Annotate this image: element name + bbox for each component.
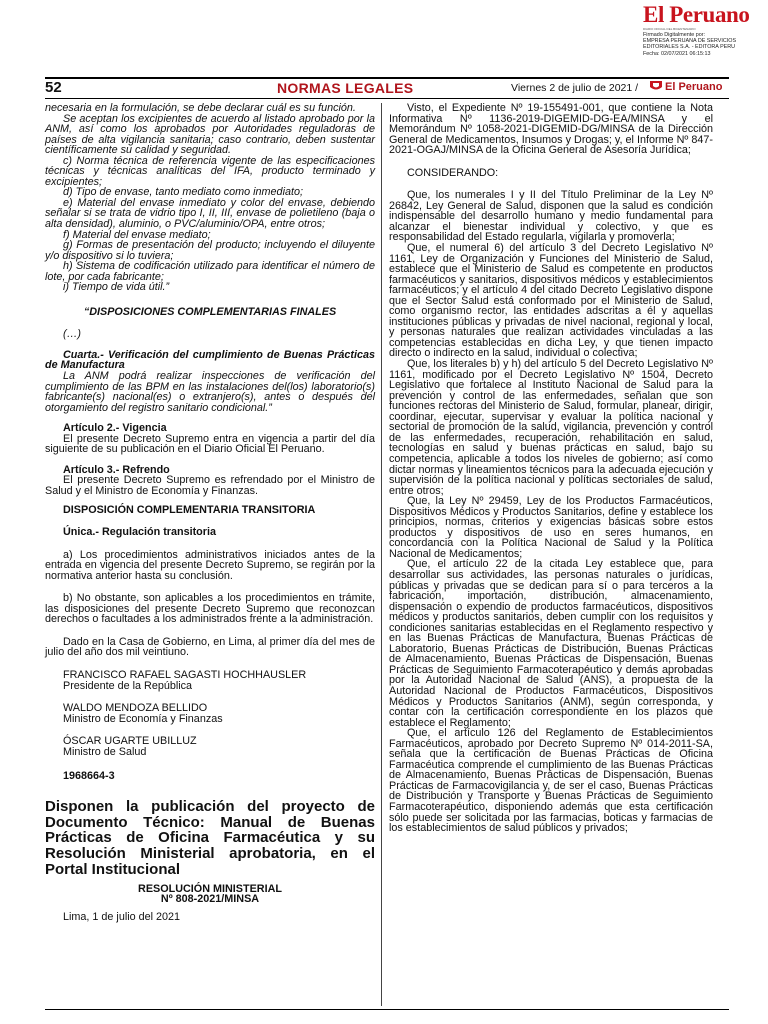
header-rule-top <box>45 77 729 79</box>
resolution-number: Nº 808-2021/MINSA <box>160 893 260 906</box>
page-number: 52 <box>45 79 62 96</box>
paragraph: Que, los literales b) y h) del artículo 5 del Decreto Legislativo Nº 1161, modificado por el Decreto Legislativo Nº 1504, Decreto Legislativo que fortalece al Instituto Nacional de Salud para la prevención y control de las enfermedades, señalan que son funciones rectoras del Ministerio de Salud, formular, planear, dirigir, coordinar, ejecutar, supervisar y evaluar la política nacional y sectorial de promoción de la salud, vigilancia, prevención y control de las enfermedades, recuperación, rehabilitación en salud, tecnologías en salud y buenas prácticas en salud, bajo su competencia, aplicable a todos los niveles de gobierno; así como dictar normas y lineamientos técnicos para la adecuada ejecución y supervisión de la política nacional y políticas sectoriales de salud, entre otros; <box>389 358 713 497</box>
signature-line: Fecha: 02/07/2021 06:15:13 <box>643 50 711 57</box>
resolution-title: RESOLUCIÓN MINISTERIAL <box>138 882 282 895</box>
signature-line: Firmado Digitalmente por: <box>643 32 706 38</box>
signature-line: EMPRESA PERUANA DE SERVICIOS <box>643 38 737 45</box>
signatory-name: WALDO MENDOZA BELLIDO <box>63 702 208 715</box>
paragraph: Que, el artículo 126 del Reglamento de Establecimientos Farmacéuticos, aprobado por Decreto Supremo Nº 014-2011-SA, señala que la certificación de Buenas Prácticas de Oficina Farmacéutica comprende el cumplimiento de las Buenas Prácticas de Almacenamiento, Buenas Prácticas de Dispensación, Buenas Prácticas de Farmacovigilancia y, de ser el caso, Buenas Prácticas de Distribución y Transporte y Buenas Prácticas de Seguimiento Farmacoterapéutico, disponiendo además que esta certificación sólo puede ser solicitada por las farmacias, boticas y farmacias de los establecimientos de salud públicos y privados; <box>389 727 713 835</box>
headline: Disponen la publicación del proyecto de Documento Técnico: Manual de Buenas Prácticas de Oficina Farmacéutica y su Resolución Ministerial aprobatoria, en el Portal Institucional <box>45 797 375 878</box>
paragraph: c) Norma técnica de referencia vigente de las especificaciones técnicas y técnicas analíticas del IFA, producto terminado y excipientes; <box>45 154 375 188</box>
left-column <box>45 103 375 922</box>
page-bottom-rule <box>45 1009 729 1010</box>
paragraph: Dado en la Casa de Gobierno, en Lima, al primer día del mes de julio del año dos mil veintiuno. <box>45 635 375 659</box>
el-peruano-logo <box>643 2 763 30</box>
publication-code: 1968664-3 <box>63 770 115 783</box>
column-divider <box>381 103 382 1006</box>
coat-of-arms-icon <box>649 80 663 92</box>
paragraph: Que, el numeral 6) del artículo 3 del Decreto Legislativo Nº 1161, Ley de Organización y Funciones del Ministerio de Salud, establece que el Ministerio de Salud es competente en productos farmacéuticos y sanitarios, dispositivos médicos y establecimientos farmacéuticos; y el artículo 4 del citado Decreto Legislativo dispone que el Sector Salud está conformado por el Ministerio de Salud, como organismo rector, las entidades adscritas a él y aquellas instituciones públicas y privadas de nivel nacional, regional y local, y personas naturales que realizan actividades vinculadas a las competencias establecidas en dicha Ley, y que tienen impacto directo o indirecto en la salud, individual o colectiva; <box>389 242 713 360</box>
paragraph: Que, los numerales I y II del Título Preliminar de la Ley Nº 26842, Ley General de Salud, disponen que la salud es condición indispensable del desarrollo humano y medio fundamental para alcanzar el bienestar individual y colectivo, y que es responsabilidad del Estado regularla, vigilarla y promoverla; <box>389 189 713 244</box>
article-heading: Cuarta.- Verificación del cumplimiento de Buenas Prácticas de Manufactura <box>45 348 375 372</box>
paragraph: Que, el artículo 22 de la citada Ley establece que, para desarrollar sus actividades, las personas naturales o jurídicas, públicas y privadas que se dedican para sí o para terceros a la fabricación, importación, distribución, almacenamiento, dispensación o expendio de productos farmacéuticos, dispositivos médicos y productos sanitarios, deben cumplir con los requisitos y condiciones sanitarias establecidas en el Reglamento respectivo y en las Buenas Prácticas de Manufactura, Buenas Prácticas de Laboratorio, Buenas Prácticas de Distribución, Buenas Prácticas de Almacenamiento, Buenas Prácticas de Dispensación, Buenas Prácticas de Seguimiento Farmacoterapéutico y demás aprobadas por la Autoridad Nacional de Salud (ANS), a propuesta de la Autoridad Nacional de Productos Farmacéuticos, Dispositivos Médicos y Productos Sanitarios (ANM), según corresponda, y contar con la certificación correspondiente en los plazos que establece el Reglamento; <box>389 558 713 729</box>
issue-date: Viernes 2 de julio de 2021 / <box>511 82 639 94</box>
paragraph: La ANM podrá realizar inspecciones de verificación del cumplimiento de las BPM en las instalaciones del(los) laboratorio(s) fabricante(s) nacional(es) o extranjero(s), antes o después del otorgamiento del registro sanitario condicional.” <box>45 370 375 414</box>
paragraph: e) Material del envase inmediato y color del envase, debiendo señalar si se trata de vidrio tipo I, II, III, envase de polietileno (baja o alta densidad), aluminio, o PVC/aluminio/OPA, entre otros; <box>45 196 375 231</box>
paragraph: necesaria en la formulación, se debe declarar cuál es su función. <box>45 102 356 114</box>
paragraph: a) Los procedimientos administrativos iniciados antes de la entrada en vigencia del presente Decreto Supremo, se regirán por la normativa anterior hasta su conclusión. <box>45 548 375 582</box>
signature-line: EDITORIALES S.A. - EDITORA PERU <box>643 44 736 51</box>
signatory-role: Ministro de Economía y Finanzas <box>63 712 223 725</box>
page-header <box>45 77 729 100</box>
right-column <box>389 103 713 834</box>
paragraph: g) Formas de presentación del producto; incluyendo el diluyente y/o dispositivo si lo tuviera; <box>45 239 375 262</box>
brand-name: El Peruano <box>643 2 750 27</box>
signatory-name: FRANCISCO RAFAEL SAGASTI HOCHHAUSLER <box>63 668 307 681</box>
signatory-name: ÓSCAR UGARTE UBILLUZ <box>63 735 197 748</box>
paragraph: h) Sistema de codificación utilizado para identificar el número de lote, por cada fabricante; <box>45 260 375 283</box>
paragraph: b) No obstante, son aplicables a los procedimientos en trámite, las disposiciones del presente Decreto Supremo que reconozcan derechos o facultades a los administrados frente a la administración. <box>45 592 375 626</box>
paragraph: El presente Decreto Supremo es refrendado por el Ministro de Salud y el Ministro de Economía y Finanzas. <box>45 474 375 497</box>
paragraph: Visto, el Expediente Nº 19-155491-001, que contiene la Nota Informativa Nº 1136-2019-DIGEMID-DG-EA/MINSA y el Memorándum Nº 1058-2021-DIGEMID-DG/MINSA de la Dirección General de Medicamentos, Insumos y Drogas; y, el Informe Nº 847-2021-OGAJ/MINSA de la Oficina General de Asesoría Jurídica; <box>389 102 713 157</box>
signatory-role: Ministro de Salud <box>63 745 147 758</box>
section-heading: CONSIDERANDO: <box>407 166 499 179</box>
paragraph: d) Tipo de envase, tanto mediato como inmediato; <box>63 186 303 199</box>
paragraph: f) Material del envase mediato; <box>63 228 211 241</box>
paragraph: Que, la Ley Nº 29459, Ley de los Productos Farmacéuticos, Dispositivos Médicos y Productos Sanitarios, define y establece los principios, normas, criterios y exigencias básicas sobre estos productos y dispositivos de uso en seres humanos, en concordancia con la Política Nacional de Salud y la Política Nacional de Medicamentos; <box>389 495 713 560</box>
article-heading: Única.- Regulación transitoria <box>63 526 216 539</box>
digital-signature <box>643 32 763 57</box>
section-title: NORMAS LEGALES <box>277 80 414 96</box>
section-heading: “DISPOSICIONES COMPLEMENTARIAS FINALES <box>83 305 337 318</box>
section-heading: DISPOSICIÓN COMPLEMENTARIA TRANSITORIA <box>63 503 316 516</box>
ellipsis: (…) <box>63 328 81 341</box>
signatory-role: Presidente de la República <box>63 679 193 692</box>
paragraph: Se aceptan los excipientes de acuerdo al listado aprobado por la ANM, así como los aprobados por Autoridades reguladoras de países de alta vigilancia sanitaria; caso contrario, deben sustentar científicamente su calidad y seguridad. <box>45 112 375 157</box>
paragraph: i) Tiempo de vida útil.” <box>63 281 170 294</box>
header-logo <box>649 79 722 95</box>
article-heading: Artículo 3.- Refrendo <box>63 463 170 476</box>
header-rule-bottom <box>45 98 729 99</box>
brand-tagline: DIARIO OFICIAL DEL BICENTENARIO <box>643 27 696 31</box>
header-logo-text: El Peruano <box>665 81 723 93</box>
resolution-date: Lima, 1 de julio del 2021 <box>63 910 181 923</box>
article-heading: Artículo 2.- Vigencia <box>63 422 167 435</box>
paragraph: El presente Decreto Supremo entra en vigencia a partir del día siguiente de su publicación en el Diario Oficial El Peruano. <box>45 432 375 456</box>
